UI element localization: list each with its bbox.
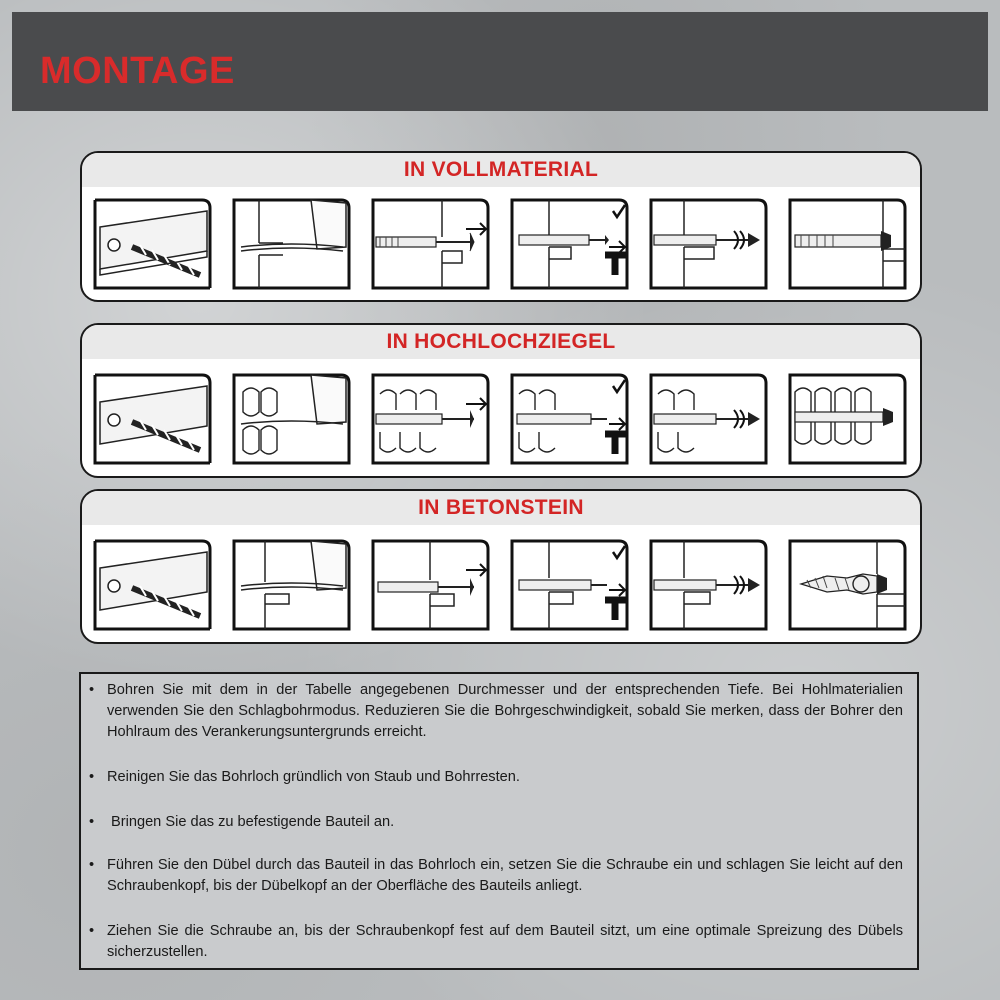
step-drill [92,197,213,291]
clean-hole-icon [231,372,352,466]
steps-row [92,538,908,638]
step-clean [231,197,352,291]
step-clean [231,538,352,632]
panel-title: IN BETONSTEIN [82,491,920,525]
anchor-expanded-icon [787,538,908,632]
instruction-text: Reinigen Sie das Bohrloch gründlich von Staub und Bohrresten. [107,769,520,785]
instruction-item [91,921,903,963]
step-clean [231,372,352,466]
step-hammer [509,372,630,466]
panel-hochlochziegel [80,323,922,478]
steps-row [92,197,908,297]
bullet-icon: • [89,814,95,830]
step-insert [370,372,491,466]
instruction-text: Bohren Sie mit dem in der Tabelle angegebenen Durchmesser und der entsprechenden Tiefe. Bei Hohlmaterialien verwenden Sie den Schlagbohrmodus. Reduzieren Sie die Bohrgeschwindigkeit, sobald Sie merken, dass der Bohrer den Hohlraum des Verankerungsuntergrunds erreicht. [107,682,903,740]
instruction-item [91,680,903,743]
instruction-item [91,855,903,897]
step-screw [648,372,769,466]
hammer-check-icon [509,197,630,291]
step-insert [370,538,491,632]
bullet-icon: • [89,769,95,785]
steps-row [92,372,908,472]
panel-title: IN HOCHLOCHZIEGEL [82,325,920,359]
instruction-item [91,767,903,788]
bullet-icon: • [89,923,95,939]
instructions-box [79,672,919,970]
drill-bit-icon [92,538,213,632]
insert-anchor-icon [370,197,491,291]
instruction-text: Führen Sie den Dübel durch das Bauteil in das Bohrloch ein, setzen Sie die Schraube ein und schlagen Sie leicht auf den Schraubenkopf, bis der Dübelkopf an der Oberfläche des Bauteils anliegt. [107,857,903,894]
insert-anchor-icon [370,538,491,632]
instruction-text: Bringen Sie das zu befestigende Bauteil an. [111,814,395,830]
instruction-text: Ziehen Sie die Schraube an, bis der Schraubenkopf fest auf dem Bauteil sitzt, um eine optimale Spreizung des Dübels sicherzustellen. [107,923,903,960]
page-title: MONTAGE [40,50,235,92]
panel-title: IN VOLLMATERIAL [82,153,920,187]
instruction-item [91,812,903,833]
anchor-expanded-icon [787,372,908,466]
anchor-expanded-icon [787,197,908,291]
step-insert [370,197,491,291]
hammer-check-icon [509,372,630,466]
step-hammer [509,197,630,291]
panel-vollmaterial [80,151,922,302]
clean-hole-icon [231,197,352,291]
screw-in-icon [648,197,769,291]
screw-in-icon [648,372,769,466]
step-done [787,372,908,466]
step-screw [648,538,769,632]
hammer-check-icon [509,538,630,632]
step-drill [92,372,213,466]
drill-bit-icon [92,372,213,466]
step-done [787,197,908,291]
step-hammer [509,538,630,632]
bullet-icon: • [89,857,95,873]
drill-bit-icon [92,197,213,291]
clean-hole-icon [231,538,352,632]
step-done [787,538,908,632]
screw-in-icon [648,538,769,632]
step-drill [92,538,213,632]
bullet-icon: • [89,682,95,698]
step-screw [648,197,769,291]
panel-betonstein [80,489,922,644]
insert-anchor-icon [370,372,491,466]
header-banner [12,12,988,111]
